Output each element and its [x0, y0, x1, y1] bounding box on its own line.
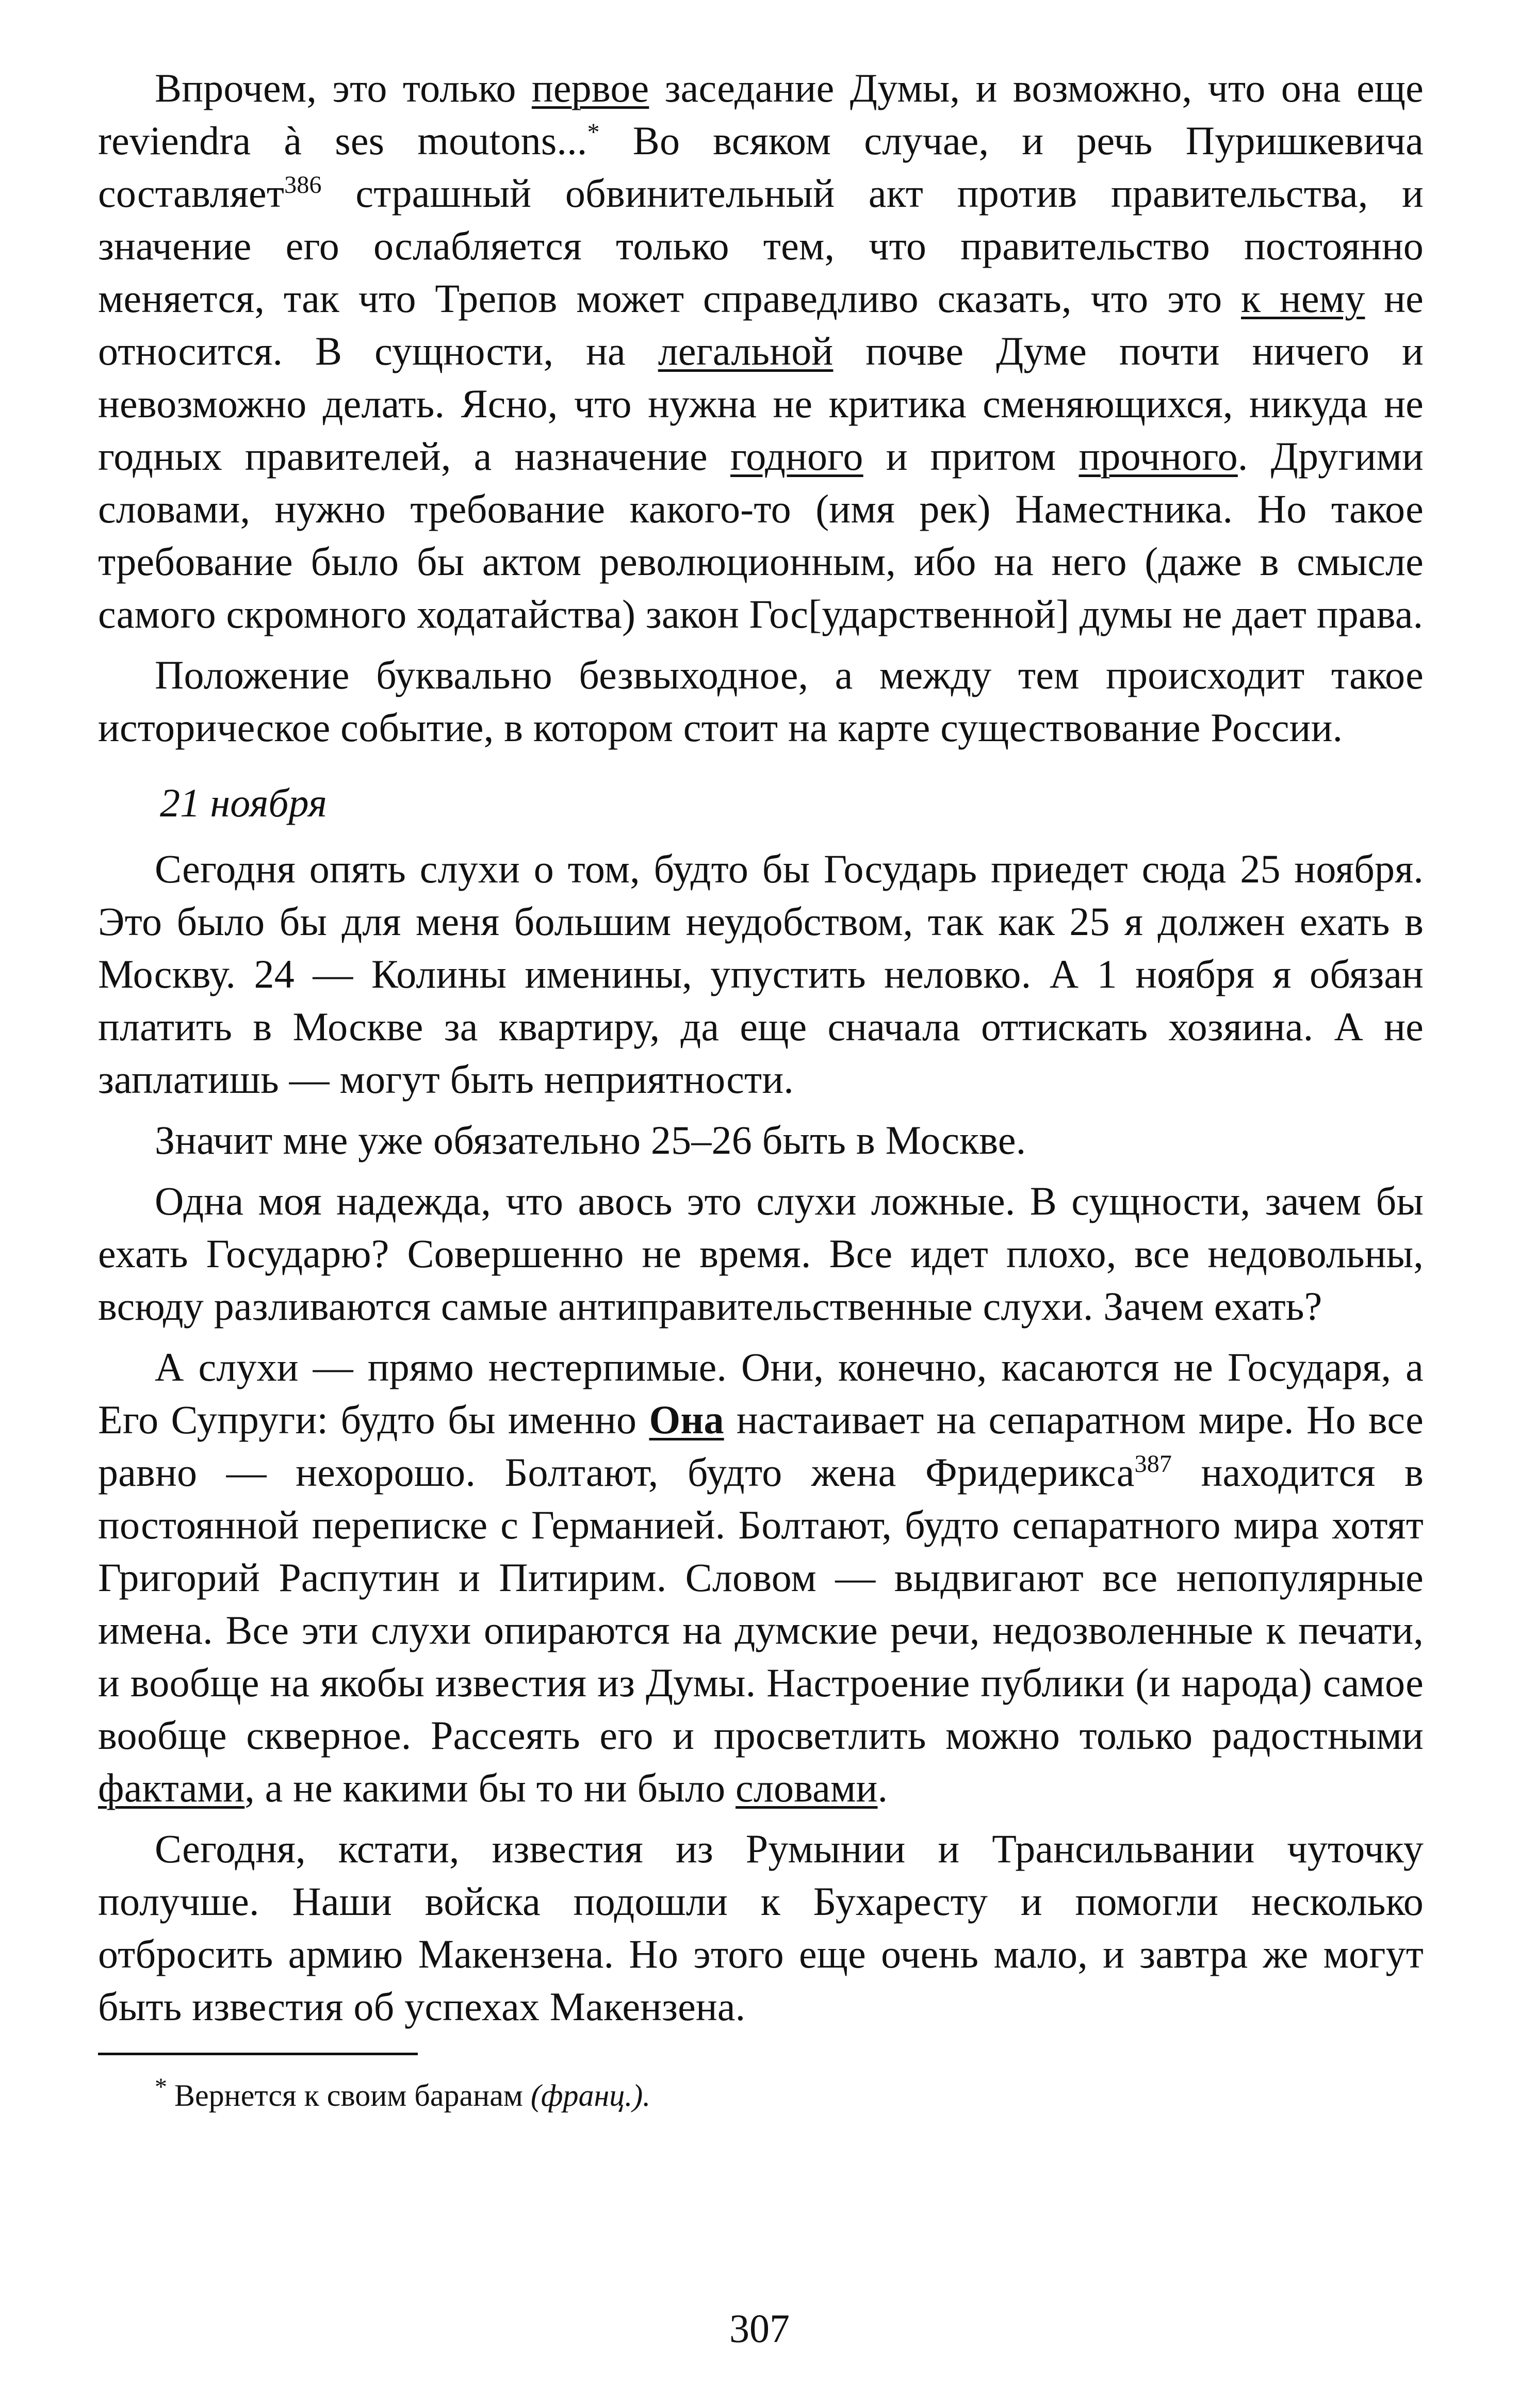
text: Во всяком случае, и речь Пуришкевича составляет — [98, 118, 1424, 216]
text: находится в постоянной переписке с Германией. Болтают, будто сепаратного мира хотят Григорий Распутин и Питирим. Словом — выдвигают все непопулярные имена. Все эти слухи опираются на думские речи, недозволенные к печати, и вообще на якобы известия из Думы. Настроение публики (и народа) самое вообще скверное. Рассеять его и просветлить можно только радостными — [98, 1450, 1424, 1758]
paragraph-6 — [98, 1341, 1424, 1814]
text: Впрочем, это только — [155, 65, 532, 110]
text: заседание Думы, и возможно, что она еще reviendra à ses moutons... — [98, 65, 1424, 163]
underlined-word: фактами — [98, 1765, 245, 1810]
paragraph-7: Сегодня, кстати, известия из Румынии и Трансильвании чуточку получше. Наши войска подошли к Бухаресту и помогли несколько отбросить армию Макензена. Но этого еще очень мало, и завтра же могут быть известия об успехах Макензена. — [98, 1826, 1424, 2029]
endnote-ref: 387 — [1134, 1450, 1172, 1478]
underlined-word: к нему — [1241, 276, 1365, 321]
paragraph-1 — [98, 62, 1424, 641]
footnote-mark: * — [587, 119, 600, 146]
footnote-divider — [98, 2053, 418, 2055]
text: почве Думе почти ничего и невозможно делать. Ясно, что нужна не критика сменяющихся, никуда не годных правителей, а назначение — [98, 329, 1424, 479]
footnote-language: (франц.). — [530, 2078, 651, 2112]
underlined-word: Она — [649, 1397, 724, 1442]
underlined-word: легальной — [658, 329, 834, 373]
endnote-ref: 386 — [284, 171, 322, 199]
underlined-word: прочного — [1079, 434, 1238, 479]
paragraph-3: Сегодня опять слухи о том, будто бы Государь приедет сюда 25 ноября. Это было бы для меня большим неудобством, так как 25 я должен ехать в Москву. 24 — Колины именины, упустить неловко. А 1 ноября я обязан платить в Москве за квартиру, да еще сначала оттискать хозяина. А не заплатишь — могут быть неприятности. — [98, 846, 1424, 1102]
text: . — [877, 1765, 888, 1810]
underlined-word: словами — [736, 1765, 878, 1810]
underlined-word: первое — [531, 65, 649, 110]
text: настаивает на сепаратном мире. Но все равно — нехорошо. Болтают, будто жена Фридерикса — [98, 1397, 1424, 1495]
footnote-mark: * — [155, 2073, 167, 2101]
text: А слухи — прямо нестерпимые. Они, конечно, касаются не Государя, а Его Супруги: будто бы именно — [98, 1345, 1424, 1442]
footnote-text: Вернется к своим баранам — [174, 2078, 531, 2112]
paragraph-5: Одна моя надежда, что авось это слухи ложные. В сущности, зачем бы ехать Государю? Совершенно не время. Все идет плохо, все недовольны, всюду разливаются самые антиправительственные слухи. Зачем ехать? — [98, 1178, 1424, 1329]
date-heading: 21 ноября — [160, 780, 327, 825]
text: . Другими словами, нужно требование какого-то (имя рек) Наместника. Но такое требование было бы актом революционным, ибо на него (даже в смысле самого скромного ходатайства) закон Гос[ударственной] думы не дает права. — [98, 434, 1424, 636]
text: не относится. В сущности, на — [98, 276, 1424, 373]
page-body — [98, 62, 1424, 2116]
text: и притом — [863, 434, 1079, 479]
text: , а не какими бы то ни было — [244, 1765, 736, 1810]
page-number: 307 — [729, 2306, 790, 2351]
paragraph-2: Положение буквально безвыходное, а между тем происходит такое историческое событие, в котором стоит на карте существование России. — [98, 652, 1424, 750]
paragraph-4: Значит мне уже обязательно 25–26 быть в Москве. — [155, 1118, 1026, 1162]
footnote — [155, 2075, 1424, 2116]
text: страшный обвинительный акт против правительства, и значение его ослабляется только тем, что правительство постоянно меняется, так что Трепов может справедливо сказать, что это — [98, 171, 1424, 321]
underlined-word: годного — [730, 434, 863, 479]
